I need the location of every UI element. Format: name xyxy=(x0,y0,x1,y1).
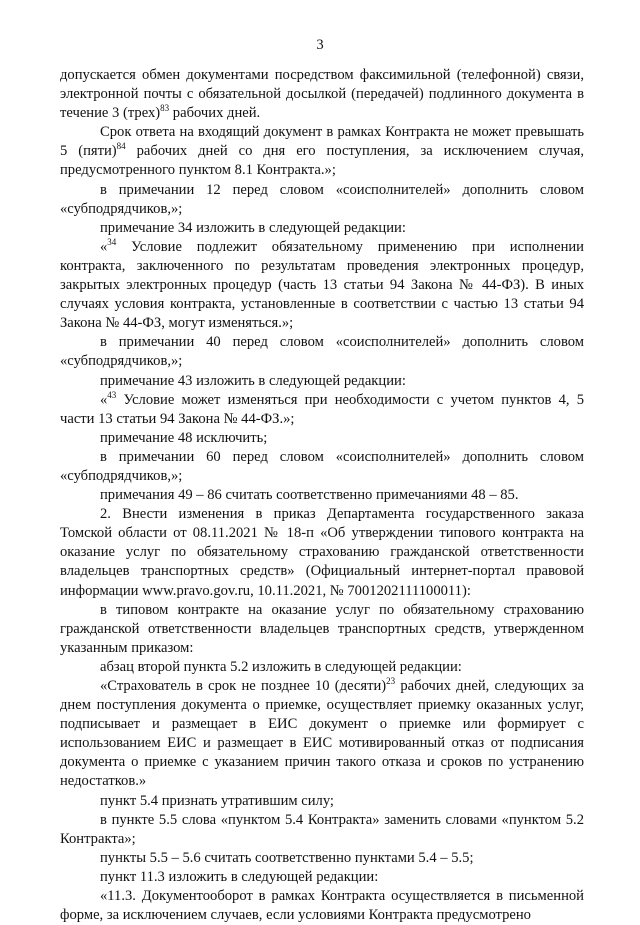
paragraph-text: пункт 11.3 изложить в следующей редакции: xyxy=(100,868,379,885)
paragraph xyxy=(60,333,584,371)
footnote-ref: 34 xyxy=(107,236,117,247)
paragraph-text: Срок ответа на входящий документ в рамках Контракта не может превышать 5 (пяти) xyxy=(60,124,584,160)
paragraph-text: « xyxy=(100,238,108,255)
paragraph-text: « xyxy=(100,391,108,408)
paragraph-text: допускается обмен документами посредством факсимильной (телефонной) связи, электронной почты с обязательной досылкой (передачей) подлинного документа в течение 3 (трех) xyxy=(60,67,584,122)
footnote-ref: 83 xyxy=(160,103,170,114)
paragraph-text: в типовом контракте на оказание услуг по обязательному страхованию гражданской ответственности владельцев транспортных средств, утвержденном указанным приказом: xyxy=(60,601,584,656)
paragraph xyxy=(60,181,584,219)
footnote-ref: 43 xyxy=(107,389,117,400)
paragraph-text: рабочих дней, следующих за днем поступления документа о приемке, осуществляет приемку оказанных услуг, подписывает и размещает в ЕИС документ о приемке или формирует с использованием ЕИС и размещает в ЕИС мотивированный отказ от подписания документа о приемке с указанием причин такого отказа и сроков по устранению недостатков.» xyxy=(60,678,584,790)
paragraph xyxy=(60,868,584,887)
paragraph-text: рабочих дней. xyxy=(169,105,261,122)
footnote-ref: 84 xyxy=(116,141,126,152)
page-number: 3 xyxy=(316,37,324,53)
paragraph-text: «Страхователь в срок не позднее 10 (десяти) xyxy=(100,678,387,694)
paragraph xyxy=(60,677,584,792)
paragraph xyxy=(60,391,584,429)
paragraph xyxy=(60,601,584,658)
paragraph-text: примечание 48 исключить; xyxy=(100,429,268,446)
paragraph-text: в пункте 5.5 слова «пунктом 5.4 Контракта» заменить словами «пунктом 5.2 Контракта»; xyxy=(60,811,584,847)
paragraph xyxy=(60,372,584,391)
paragraph xyxy=(60,429,584,448)
paragraph-text: примечания 49 – 86 считать соответственно примечаниями 48 – 85. xyxy=(100,487,519,504)
footnote-ref: 23 xyxy=(386,676,396,687)
paragraph-text: в примечании 40 перед словом «соисполнителей» дополнить словом «субподрядчиков,»; xyxy=(60,334,584,370)
paragraph-text: «11.3. Документооборот в рамках Контракта осуществляется в письменной форме, за исключением случаев, если условиями Контракта предусмотрено xyxy=(60,888,584,924)
paragraph xyxy=(60,123,584,180)
paragraph-text: пункты 5.5 – 5.6 считать соответственно пунктами 5.4 – 5.5; xyxy=(100,849,474,866)
document-body xyxy=(60,66,584,925)
paragraph xyxy=(60,811,584,849)
paragraph-text: в примечании 60 перед словом «соисполнителей» дополнить словом «субподрядчиков,»; xyxy=(60,448,584,484)
paragraph xyxy=(60,66,584,123)
paragraph xyxy=(60,887,584,925)
paragraph xyxy=(60,658,584,677)
paragraph xyxy=(60,849,584,868)
paragraph-text: Условие может изменяться при необходимости с учетом пунктов 4, 5 части 13 статьи 94 Закона № 44-ФЗ.»; xyxy=(60,391,584,427)
paragraph-text: абзац второй пункта 5.2 изложить в следующей редакции: xyxy=(100,658,462,675)
paragraph xyxy=(60,486,584,505)
paragraph-text: рабочих дней со дня его поступления, за исключением случая, предусмотренного пунктом 8.1 Контракта.»; xyxy=(60,143,584,179)
paragraph-text: 2. Внести изменения в приказ Департамента государственного заказа Томской области от 08.11.2021 № 18-п «Об утверждении типового контракта на оказание услуг по обязательному страхованию гражданской ответственности владельцев транспортных средств» (Официальный интернет-портал правовой информации www.pravo.gov.ru, 10.11.2021, № 7001202111100011): xyxy=(60,506,584,599)
paragraph-text: пункт 5.4 признать утратившим силу; xyxy=(100,792,334,809)
paragraph xyxy=(60,238,584,333)
paragraph-text: примечание 34 изложить в следующей редакции: xyxy=(100,219,406,236)
paragraph xyxy=(60,219,584,238)
paragraph xyxy=(60,448,584,486)
paragraph xyxy=(60,792,584,811)
paragraph-text: примечание 43 изложить в следующей редакции: xyxy=(100,372,406,389)
paragraph-text: Условие подлежит обязательному применению при исполнении контракта, заключенного по результатам проведения электронных процедур, закрытых электронных процедур (часть 13 статьи 94 Закона № 44-ФЗ). В иных случаях условия контракта, установленные в соответствии с частью 13 статьи 94 Закона № 44-ФЗ, могут изменяться.»; xyxy=(60,238,584,332)
paragraph xyxy=(60,505,584,600)
paragraph-text: в примечании 12 перед словом «соисполнителей» дополнить словом «субподрядчиков,»; xyxy=(60,181,584,217)
